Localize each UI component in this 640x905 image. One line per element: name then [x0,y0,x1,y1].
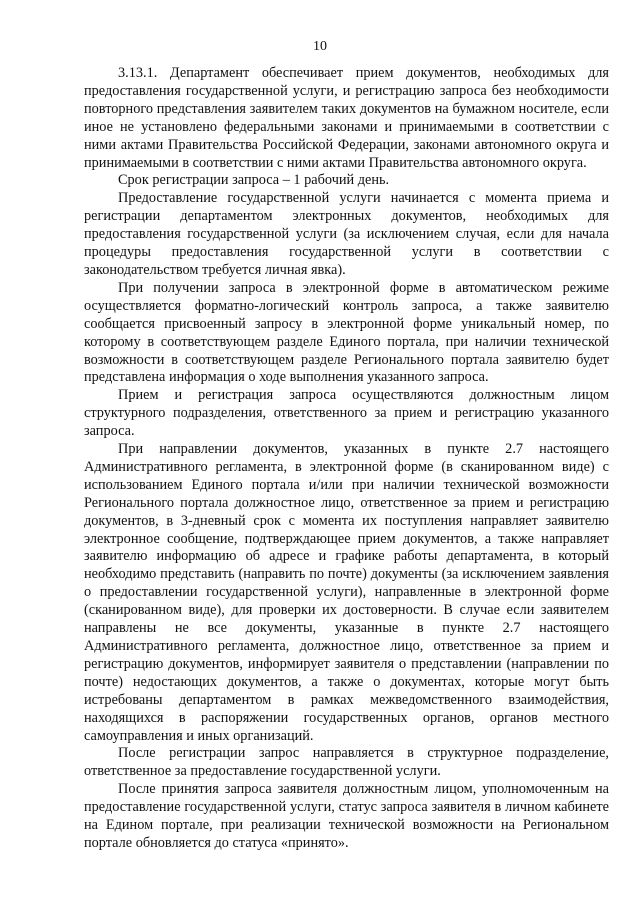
paragraph-registration-term: Срок регистрации запроса – 1 рабочий день. [118,172,390,189]
paragraph-3-13-1: 3.13.1. Департамент обеспечивает прием документов, необходимых для предоставления государственной услуги, и регистрацию запроса без необходимости повторного представления заявителем таких документов на бумажном носителе, если иное не установлено федеральными законами и принимаемыми в соответствии с ними актами Правительства Российской Федерации, законами автономного округа и принимаемыми в соответствии с ними актами Правительства автономного округа. [84,65,609,171]
document-body [84,65,609,853]
page-number: 10 [313,39,327,54]
paragraph-service-start: Предоставление государственной услуги начинается с момента приема и регистрации департаментом электронных документов, необходимых для предоставления государственной услуги (за исключением случая, если для начала процедуры предоставления государственной услуги в соответствии с законодательством требуется личная явка). [84,190,609,278]
paragraph-after-registration: После регистрации запрос направляется в структурное подразделение, ответственное за предоставление государственной услуги. [84,745,609,780]
paragraph-electronic-request: При получении запроса в электронной форме в автоматическом режиме осуществляется форматно-логический контроль запроса, а также заявителю сообщается присвоенный запросу в электронной форме уникальный номер, по которому в соответствующем разделе Единого портала, при наличии технической возможности в соответствующем разделе Регионального портала заявителю будет представлена информация о ходе выполнения указанного запроса. [84,279,609,386]
paragraph-reception-registration: Прием и регистрация запроса осуществляются должностным лицом структурного подразделения, ответственного за прием и регистрацию указанного запроса. [84,387,609,440]
paragraph-status-update: После принятия запроса заявителя должностным лицом, уполномоченным на предоставление государственной услуги, статус запроса заявителя в личном кабинете на Едином портале, при реализации технической возможности на Региональном портале обновляется до статуса «принято». [84,781,609,851]
paragraph-documents-submission: При направлении документов, указанных в пункте 2.7 настоящего Административного регламента, в электронной форме (в сканированном виде) с использованием Единого портала и/или при наличии технической возможности Регионального портала должностное лицо, ответственное за прием и регистрацию документов, в 3-дневный срок с момента их поступления направляет заявителю электронное сообщение, подтверждающее прием документов, а также направляет заявителю информацию об адресе и графике работы департамента, в который необходимо представить (направить по почте) документы (за исключением заявления о предоставлении государственной услуги), направленные в электронной форме (сканированном виде), для проверки их достоверности. В случае если заявителем направлены не все документы, указанные в пункте 2.7 настоящего Административного регламента, должностное лицо, ответственное за прием и регистрацию документов, информирует заявителя о представлении (направлении по почте) недостающих документов, а также о документах, которые могут быть истребованы департаментом в рамках межведомственного взаимодействия, находящихся в распоряжении государственных органов, органов местного самоуправления и иных организаций. [84,441,609,744]
